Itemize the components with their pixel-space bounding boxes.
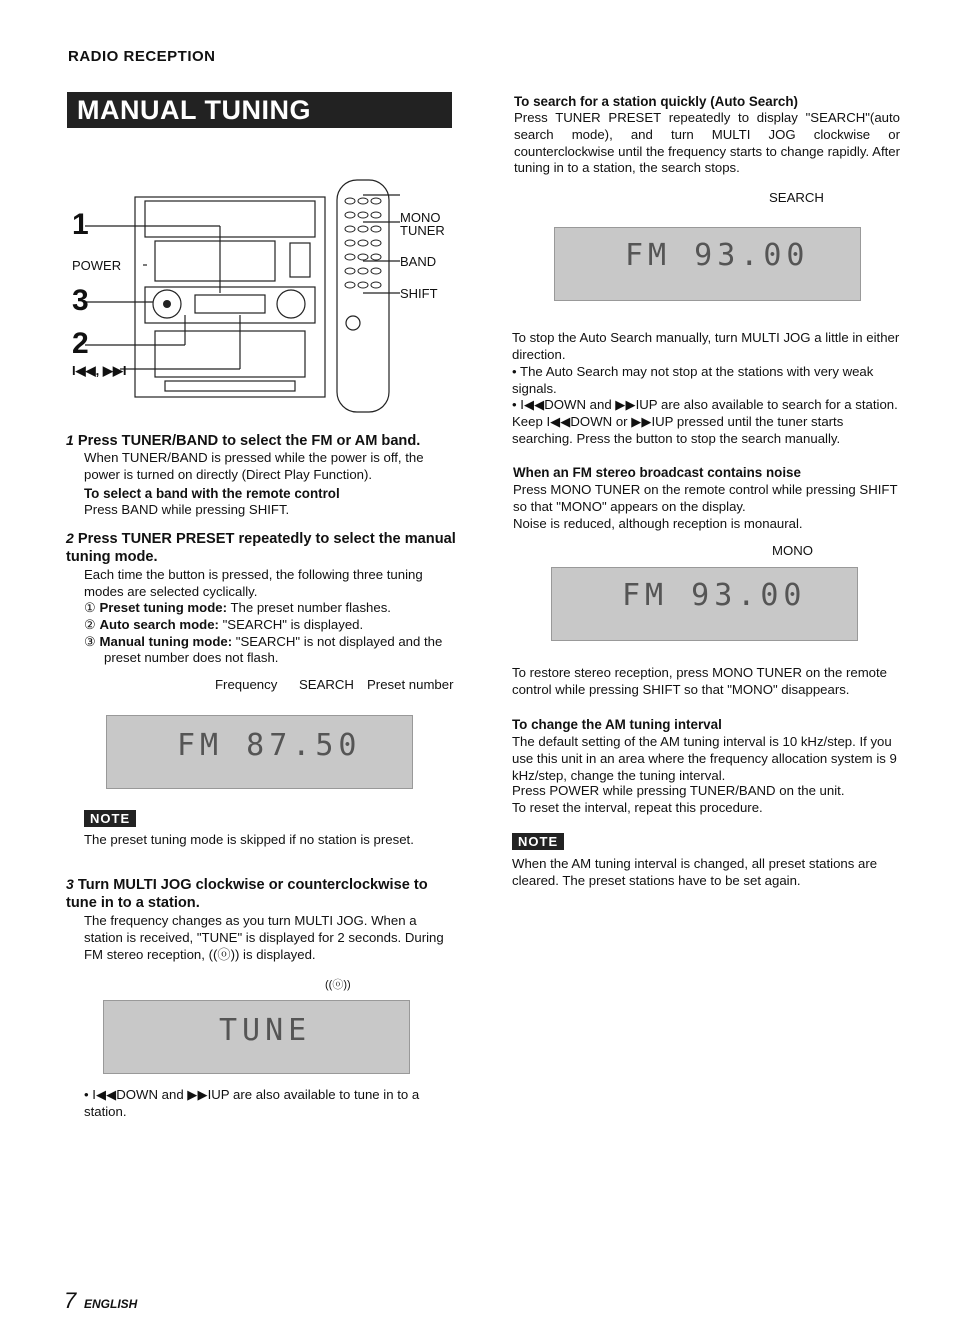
section-label: RADIO RECEPTION <box>68 48 216 65</box>
preset-number-label: Preset number <box>367 677 454 692</box>
step-1-sub-heading: To select a band with the remote control <box>84 486 340 501</box>
skip-label: I◀◀, ▶▶I <box>72 363 127 378</box>
power-label: POWER <box>72 258 122 273</box>
step-3-body: The frequency changes as you turn MULTI JOG. When a station is received, "TUNE" is displayed for 2 seconds. During FM stereo reception, ((ⓞ)) is displayed. <box>84 913 444 962</box>
note-2-text: When the AM tuning interval is changed, all preset stations are cleared. The preset stations have to be set again. <box>512 856 878 888</box>
fm-noise-body: Press MONO TUNER on the remote control while pressing SHIFT so that "MONO" appears on the display. <box>513 482 898 514</box>
note-1-text: The preset tuning mode is skipped if no station is preset. <box>84 832 414 847</box>
shift-label: SHIFT <box>400 286 438 301</box>
step-3-heading-text: Turn MULTI JOG clockwise or counterclockwise to tune in to a station. <box>66 877 428 911</box>
fm-noise-body-2: Noise is reduced, although reception is monaural. <box>513 516 803 531</box>
display-mono-text: FM 93.00 <box>622 578 807 613</box>
display-tune-text: TUNE <box>219 1013 312 1048</box>
step-1-heading <box>66 431 456 450</box>
am-interval-body-3: To reset the interval, repeat this procedure. <box>512 800 763 815</box>
search-label: SEARCH <box>299 677 354 692</box>
auto-search-bullet-1: • The Auto Search may not stop at the stations with very weak signals. <box>512 364 874 396</box>
callout-3: 3 <box>72 284 89 317</box>
language-label: ENGLISH <box>84 1297 138 1311</box>
callout-1: 1 <box>72 208 89 241</box>
fm-noise-heading: When an FM stereo broadcast contains noise <box>513 465 801 480</box>
band-label: BAND <box>400 254 437 269</box>
step-2-number: 2 <box>66 530 74 546</box>
note-1-badge: NOTE <box>84 810 136 827</box>
mode-item-3: ③ Manual tuning mode: "SEARCH" is not displayed and the preset number does not flash. <box>84 633 443 666</box>
am-interval-body-2: Press POWER while pressing TUNER/BAND on the unit. <box>512 783 845 798</box>
display-search-text: FM 93.00 <box>625 238 810 273</box>
step-3-bullet: • I◀◀DOWN and ▶▶IUP are also available to tune in to a station. <box>84 1087 420 1119</box>
step-1-sub-body: Press BAND while pressing SHIFT. <box>84 502 290 517</box>
auto-search-body: Press TUNER PRESET repeatedly to display "SEARCH"(auto search mode), and turn MULTI JOG clockwise or counterclockwise until the frequency starts to change rapidly. After tuning in to a station, the search stops. <box>514 110 900 176</box>
mode-item-1: ① Preset tuning mode: The preset number flashes. <box>84 600 391 615</box>
mono-label: MONO <box>400 210 441 225</box>
step-2-heading-text: Press TUNER PRESET repeatedly to select the manual tuning mode. <box>66 531 456 565</box>
step-3-number: 3 <box>66 876 74 892</box>
mode-list <box>84 600 454 667</box>
auto-search-bullet-2: • I◀◀DOWN and ▶▶IUP are also available to search for a station. Keep I◀◀DOWN or ▶▶IUP pressed until the tuner starts searching. Press the button to stop the search manually. <box>512 397 898 446</box>
am-interval-body: The default setting of the AM tuning interval is 10 kHz/step. If you use this unit in an area where the frequency allocation system is 9 kHz/step, change the tuning interval. <box>512 734 897 783</box>
auto-search-display-label: SEARCH <box>769 190 824 205</box>
step-1-heading-text: Press TUNER/BAND to select the FM or AM band. <box>77 433 421 449</box>
step-3-heading <box>66 875 456 912</box>
page-title: MANUAL TUNING <box>67 92 452 128</box>
display-search <box>554 227 861 301</box>
mono-display-label: MONO <box>772 543 814 558</box>
step-1-number: 1 <box>66 432 74 448</box>
mode-item-2: ② Auto search mode: "SEARCH" is displayed. <box>84 616 364 632</box>
tuner-label: TUNER <box>400 223 445 238</box>
display-manual-text: FM 87.50 <box>177 728 362 763</box>
display-mono <box>551 567 858 641</box>
stereo-icon-label: ((ⓞ)) <box>325 979 351 991</box>
step-2-heading <box>66 529 456 566</box>
display-manual <box>106 715 413 789</box>
page-number: 7 <box>64 1288 77 1313</box>
am-interval-heading: To change the AM tuning interval <box>512 717 722 732</box>
note-2-badge: NOTE <box>512 833 564 850</box>
callout-2: 2 <box>72 327 89 360</box>
frequency-label: Frequency <box>215 677 278 692</box>
auto-search-stop: To stop the Auto Search manually, turn MULTI JOG a little in either direction. <box>512 330 900 362</box>
auto-search-heading: To search for a station quickly (Auto Search) <box>514 94 798 109</box>
display-tune <box>103 1000 410 1074</box>
step-2-body: Each time the button is pressed, the following three tuning modes are selected cyclically. <box>84 567 423 599</box>
step-1-body: When TUNER/BAND is pressed while the power is off, the power is turned on directly (Direct Play Function). <box>84 450 424 482</box>
fm-noise-restore: To restore stereo reception, press MONO TUNER on the remote control while pressing SHIFT so that "MONO" disappears. <box>512 665 888 697</box>
